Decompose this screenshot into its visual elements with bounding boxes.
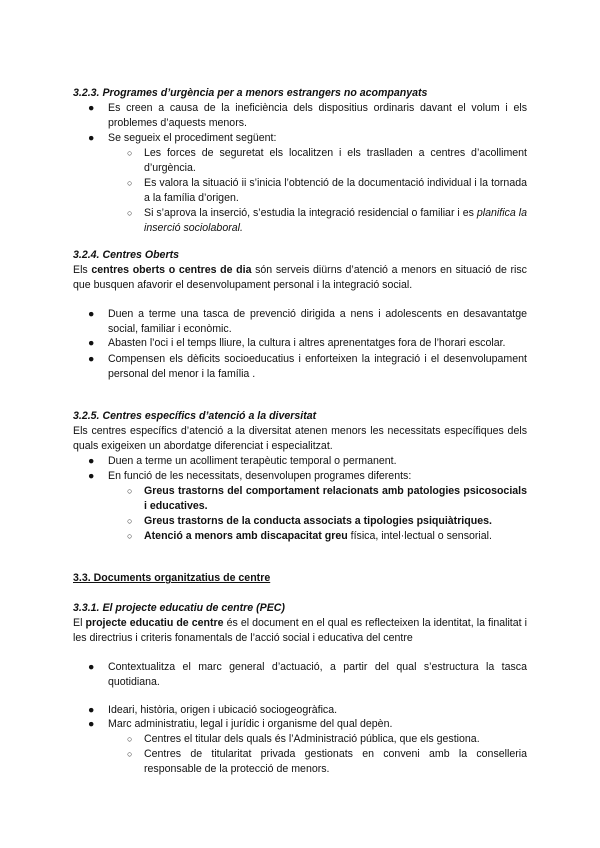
circle-bullet-icon: ○ xyxy=(127,178,133,188)
list-item xyxy=(88,469,527,484)
paragraph-prefix: Els xyxy=(73,264,92,276)
list-item-text: Ideari, història, origen i ubicació sociogeogràfica. xyxy=(108,704,338,716)
list-item-text: Duen a terme un acolliment terapèutic temporal o permanent. xyxy=(108,455,397,467)
list-item xyxy=(88,336,527,351)
paragraph-rest: és el document en el qual es reflecteixen la identitat, la finalitat i les directrius i criteris fonamentals de l’acció social i educativa del centre xyxy=(73,617,527,645)
list-item-text: Es creen a causa de la ineficiència dels dispositius ordinaris davant el volum i els problemes d’aquests menors. xyxy=(108,102,527,130)
list-item xyxy=(88,131,527,146)
sub-list-item xyxy=(127,484,527,514)
section-heading-3-3: 3.3. Documents organitzatius de centre xyxy=(73,572,271,584)
circle-bullet-icon: ○ xyxy=(127,208,133,218)
sub-list-item-italic: planifica la inserció sociolaboral. xyxy=(144,207,527,235)
section-heading-3-2-3: 3.2.3. Programes d’urgència per a menors estrangers no acompanyats xyxy=(73,87,428,99)
circle-bullet-icon: ○ xyxy=(127,531,133,541)
bullet-icon: ● xyxy=(88,353,95,365)
bullet-icon: ● xyxy=(88,661,95,673)
sub-list-item-text: física, intel·lectual o sensorial. xyxy=(347,530,492,542)
paragraph-bold: centres oberts o centres de dia xyxy=(91,264,252,276)
list-item-text: Marc administratiu, legal i jurídic i organisme del qual depèn. xyxy=(108,718,393,730)
sub-list-item xyxy=(127,146,527,176)
list-item-text: Se segueix el procediment següent: xyxy=(108,132,277,144)
list-item xyxy=(88,101,527,131)
bullet-icon: ● xyxy=(88,132,95,144)
bullet-icon: ● xyxy=(88,704,95,716)
list-item-text: Contextualitza el marc general d’actuació, a partir del qual s’estructura la tasca quotidiana. xyxy=(108,661,527,689)
sub-list-item xyxy=(127,176,527,206)
paragraph: Els centres específics d’atenció a la diversitat atenen menors les necessitats específiques dels quals exigeixen un abordatge diferenciat i especialitzat. xyxy=(73,425,527,453)
circle-bullet-icon: ○ xyxy=(127,516,133,526)
sub-list-item-text: Si s’aprova la inserció, s’estudia la integració residencial o familiar i es xyxy=(144,207,474,219)
sub-list-item-bold: Atenció a menors amb discapacitat greu xyxy=(144,530,348,542)
bullet-icon: ● xyxy=(88,455,95,467)
sub-list-item-text: Centres de titularitat privada gestionats en conveni amb la conselleria responsable de la protecció de menors. xyxy=(144,748,527,776)
paragraph-rest: són serveis diürns d’atenció a menors en situació de risc que busquen afavorir el desenvolupament personal i la integració social. xyxy=(73,264,527,292)
list-item-text: Duen a terme una tasca de prevenció dirigida a nens i adolescents en desavantatge social, familiar i econòmic. xyxy=(108,308,527,336)
paragraph-prefix: El xyxy=(73,617,86,629)
section-heading-3-3-1: 3.3.1. El projecte educatiu de centre (PEC) xyxy=(73,602,285,614)
bullet-icon: ● xyxy=(88,102,95,114)
paragraph-bold: projecte educatiu de centre xyxy=(85,617,224,629)
circle-bullet-icon: ○ xyxy=(127,486,133,496)
sub-list-item xyxy=(127,732,527,747)
sub-list-item xyxy=(127,529,527,544)
paragraph xyxy=(73,616,527,646)
sub-list-item xyxy=(127,514,527,529)
sub-list-item-text: Greus trastorns del comportament relacionats amb patologies psicosocials i educatives. xyxy=(144,485,527,513)
bullet-icon: ● xyxy=(88,308,95,320)
section-heading-3-2-5: 3.2.5. Centres específics d’atenció a la diversitat xyxy=(73,410,317,422)
circle-bullet-icon: ○ xyxy=(127,734,133,744)
list-item-text: En funció de les necessitats, desenvolupen programes diferents: xyxy=(108,470,412,482)
list-item xyxy=(88,703,527,718)
sub-list-item-text: Greus trastorns de la conducta associats a tipologies psiquiàtriques. xyxy=(144,515,492,527)
sub-list-item-text: Les forces de seguretat els localitzen i els traslladen a centres d’acolliment d’urgència. xyxy=(144,147,527,175)
list-item xyxy=(88,352,527,382)
list-item xyxy=(88,660,527,690)
list-item xyxy=(88,717,527,732)
sub-list-item xyxy=(127,206,527,236)
list-item-text: Abasten l’oci i el temps lliure, la cultura i altres aprenentatges fora de l’horari escolar. xyxy=(108,337,506,349)
list-item xyxy=(88,307,527,337)
section-heading-3-2-4: 3.2.4. Centres Oberts xyxy=(73,249,179,261)
sub-list-item-text: Centres el titular dels quals és l’Administració pública, que els gestiona. xyxy=(144,733,480,745)
paragraph xyxy=(73,263,527,293)
sub-list-item-text: Es valora la situació ii s’inicia l’obtenció de la documentació individual i la tornada a la família d’origen. xyxy=(144,177,527,205)
sub-list-item xyxy=(127,747,527,777)
list-item xyxy=(88,454,527,469)
bullet-icon: ● xyxy=(88,337,95,349)
circle-bullet-icon: ○ xyxy=(127,749,133,759)
bullet-icon: ● xyxy=(88,718,95,730)
bullet-icon: ● xyxy=(88,470,95,482)
list-item-text: Compensen els dèficits socioeducatius i enforteixen la integració i el desenvolupament personal del menor i la família . xyxy=(108,353,527,381)
circle-bullet-icon: ○ xyxy=(127,148,133,158)
